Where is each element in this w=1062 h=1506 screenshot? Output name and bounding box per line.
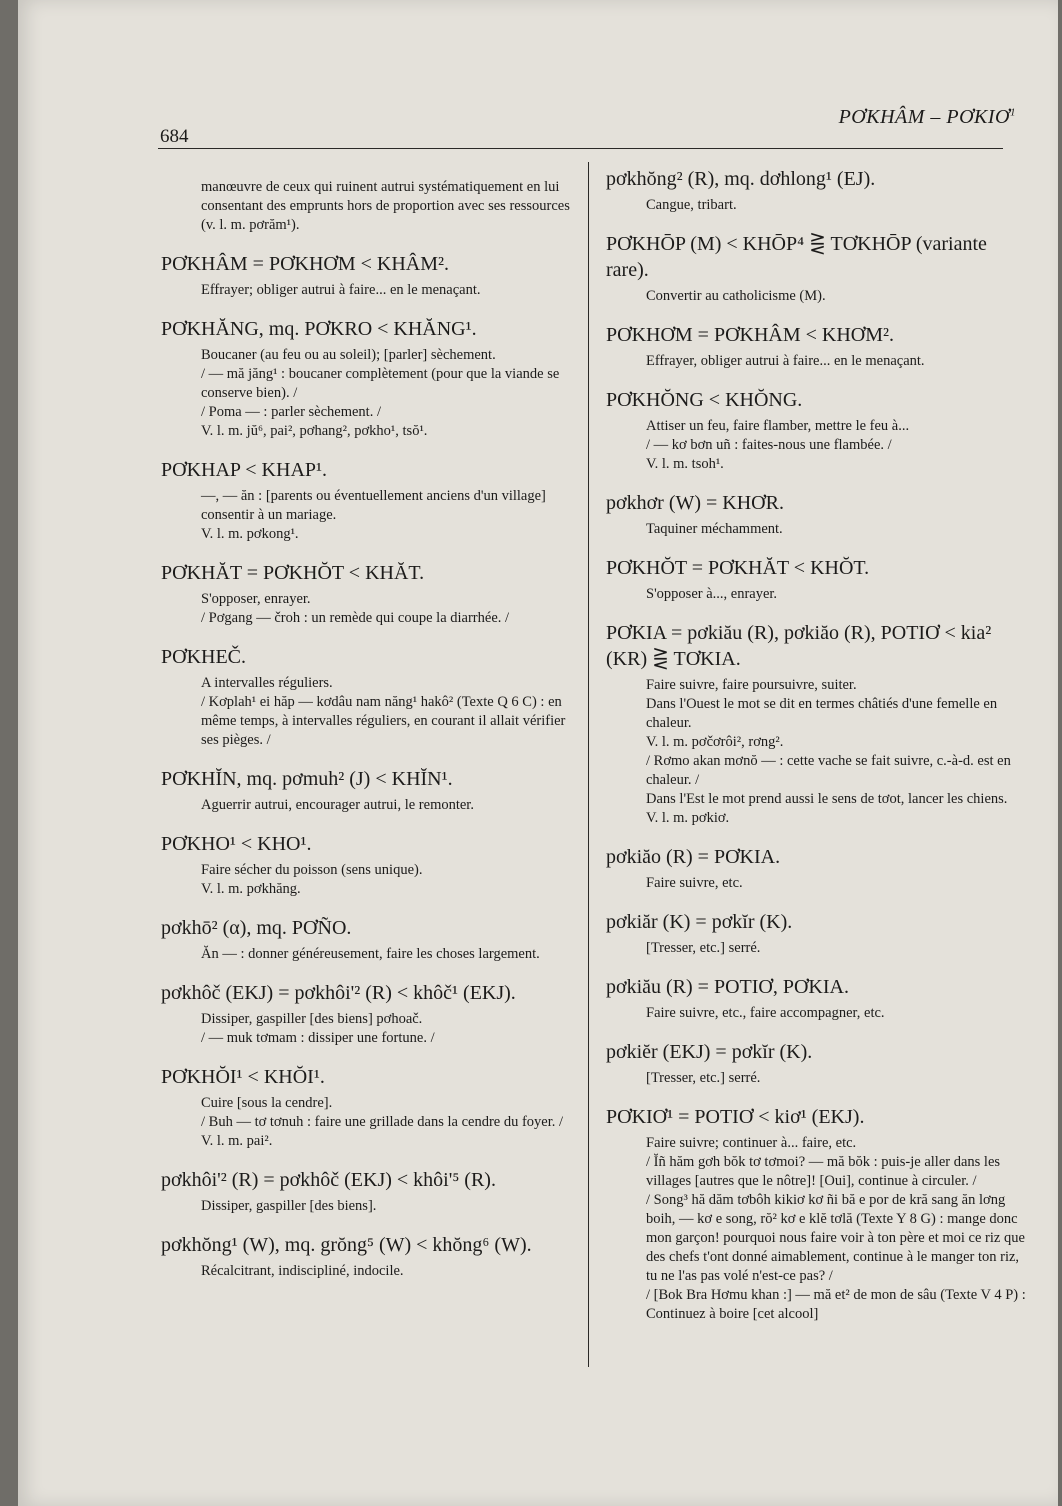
entry-headword: pơkhō² (α), mq. PƠÑO.	[161, 917, 352, 939]
entry-definition: Récalcitrant, indiscipliné, indocile.	[201, 1263, 404, 1279]
entry-headword: PƠKIA = pơkiău (R), pơkiăo (R), POTIƠ < kia² (KR) ⋛ TƠKIA.	[606, 622, 992, 670]
entry-definition: Attiser un feu, faire flamber, mettre le feu à... / — kơ bơn uñ : faites-nous une flambée. / V. l. m. tsoh¹.	[646, 418, 910, 472]
entry-headword: pơkiăo (R) = PƠKIA.	[606, 846, 781, 868]
entry-definition: Dissiper, gaspiller [des biens].	[201, 1198, 377, 1214]
entry-definition: S'opposer, enrayer. / Pơgang — čroh : un remède qui coupe la diarrhée. /	[201, 591, 510, 626]
dictionary-entry	[161, 980, 579, 1048]
dictionary-entry	[606, 555, 1026, 604]
right-column	[606, 166, 1026, 1340]
left-column	[161, 178, 579, 1297]
entry-definition: Aguerrir autrui, encourager autrui, le remonter.	[201, 797, 474, 813]
dictionary-entry	[161, 251, 579, 300]
dictionary-entry	[606, 387, 1026, 474]
entry-headword: pơkiăr (K) = pơkĭr (K).	[606, 911, 793, 933]
entry-headword: pơkhŏng¹ (W), mq. grŏng⁵ (W) < khŏng⁶ (W).	[161, 1234, 532, 1256]
dictionary-entry	[161, 457, 579, 544]
dictionary-entry	[161, 1064, 579, 1151]
entry-definition: Effrayer, obliger autrui à faire... en le menaçant.	[646, 353, 925, 369]
dictionary-entry	[161, 1167, 579, 1216]
dictionary-entry	[161, 831, 579, 899]
dictionary-entry	[161, 316, 579, 441]
entry-definition: Faire suivre, faire poursuivre, suiter. Dans l'Ouest le mot se dit en termes châtiés d'une femelle en chaleur. V. l. m. pơčơrôi², rơng². / Rơmo akan mơnŏ — : cette vache se fait suivre, c.-à-d. est en chaleur. / Dans l'Est le mot prend aussi le sens de tơot, lancer les chiens. V. l. m. pơkiơ.	[646, 677, 1011, 826]
dictionary-entry	[606, 322, 1026, 371]
entry-definition: Effrayer; obliger autrui à faire... en le menaçant.	[201, 282, 481, 298]
entry-definition: Cangue, tribart.	[646, 197, 737, 213]
entry-definition: Faire suivre, etc., faire accompagner, etc.	[646, 1005, 885, 1021]
dictionary-entry	[161, 1232, 579, 1281]
entry-headword: pơkiĕr (EKJ) = pơkĭr (K).	[606, 1041, 813, 1063]
entry-headword: PƠKHĂT = PƠKHŎT < KHĂT.	[161, 562, 425, 584]
dictionary-entry	[161, 766, 579, 815]
dictionary-entry	[161, 915, 579, 964]
entry-headword: PƠKHEČ.	[161, 646, 247, 668]
dictionary-entry	[606, 490, 1026, 539]
entry-definition: Faire suivre; continuer à... faire, etc. / Ĭñ hăm gơh bŏk tơ tơmoi? — mă bŏk : puis-je aller dans les villages [autres que le nôtre]! [Oui], continue à circuler. / / Song³ hă dăm tơbôh kikiơ kơ ñi bă e por de kră sang ăn lơng boih, — kơ e song, rŏ² kơ e klĕ tơlă (Texte Y 8 G) : mange donc mon garçon! pourquoi nous faire voir à ton père et moi ce riz que des chefs t'ont donné aimablement, continue à le manger ton riz, tu ne l'as pas volé n'est-ce pas? / / [Bok Bra Hơmu khan :] — mă et² de mon de sâu (Texte V 4 P) : Continuez à boire [cet alcool]	[646, 1135, 1026, 1322]
entry-definition: Cuire [sous la cendre]. / Buh — tơ tơnuh : faire une grillade dans la cendre du foyer. / V. l. m. pai².	[201, 1095, 564, 1149]
column-divider	[588, 162, 589, 1367]
dictionary-entry	[606, 231, 1026, 306]
entry-definition: [Tresser, etc.] serré.	[646, 1070, 761, 1086]
entry-definition: —, — ăn : [parents ou éventuellement anciens d'un village] consentir à un mariage. V. l. m. pơkong¹.	[201, 488, 546, 542]
entry-headword: PƠKIƠ¹ = POTIƠ < kiơ¹ (EKJ).	[606, 1106, 865, 1128]
dictionary-entry	[606, 909, 1026, 958]
dictionary-entry	[161, 644, 579, 750]
entry-definition: Taquiner méchamment.	[646, 521, 783, 537]
book-page	[18, 0, 1058, 1506]
entry-headword: PƠKHŎNG < KHŎNG.	[606, 389, 803, 411]
entry-headword: PƠKHĬN, mq. pơmuh² (J) < KHĬN¹.	[161, 768, 453, 790]
entry-headword: pơkhôi'² (R) = pơkhôč (EKJ) < khôi'⁵ (R).	[161, 1169, 496, 1191]
entry-headword: PƠKHAP < KHAP¹.	[161, 459, 328, 481]
entry-definition: Dissiper, gaspiller [des biens] pơhoač. / — muk tơmam : dissiper une fortune. /	[201, 1011, 435, 1046]
header-rule	[158, 148, 1003, 149]
entry-headword: PƠKHĂNG, mq. PƠKRO < KHĂNG¹.	[161, 318, 477, 340]
entry-definition: S'opposer à..., enrayer.	[646, 586, 778, 602]
entry-headword: PƠKHŎT = PƠKHĂT < KHŎT.	[606, 557, 870, 579]
entry-headword: PƠKHƠM = PƠKHÂM < KHƠM².	[606, 324, 895, 346]
entry-headword: pơkhơr (W) = KHƠR.	[606, 492, 784, 514]
dictionary-entry	[606, 1039, 1026, 1088]
entry-definition: Ăn — : donner généreusement, faire les choses largement.	[201, 946, 540, 962]
entry-definition: Convertir au catholicisme (M).	[646, 288, 826, 304]
dictionary-entry	[606, 974, 1026, 1023]
entry-definition: [Tresser, etc.] serré.	[646, 940, 761, 956]
entry-headword: pơkiău (R) = POTIƠ, PƠKIA.	[606, 976, 849, 998]
dictionary-entry	[606, 166, 1026, 215]
running-head-text: PƠKHÂM – PƠKIƠ	[838, 106, 1010, 128]
entry-headword: pơkhôč (EKJ) = pơkhôi'² (R) < khôč¹ (EKJ).	[161, 982, 516, 1004]
entry-definition: A intervalles réguliers. / Kơplah¹ ei hăp — kơdâu nam năng¹ hakô² (Texte Q 6 C) : en même temps, à intervalles réguliers, en courant il allait vérifier ses pièges. /	[201, 675, 566, 748]
intro-text: manœuvre de ceux qui ruinent autrui systématiquement en lui consentant des emprunts hors de proportion avec ses ressources (v. l. m. pơrăm¹).	[201, 179, 570, 233]
intro-continuation	[161, 178, 579, 235]
running-head-sup: 1	[1010, 106, 1016, 119]
running-head	[839, 106, 1016, 129]
entry-headword: PƠKHŎI¹ < KHŎI¹.	[161, 1066, 325, 1088]
dictionary-entry	[606, 1104, 1026, 1324]
entry-headword: PƠKHŌP (M) < KHŌP⁴ ⋛ TƠKHŌP (variante rare).	[606, 233, 987, 281]
entry-headword: PƠKHÂM = PƠKHƠM < KHÂM².	[161, 253, 450, 275]
page-number: 684	[160, 126, 189, 147]
dictionary-entry	[161, 560, 579, 628]
dictionary-entry	[606, 620, 1026, 828]
entry-definition: Faire suivre, etc.	[646, 875, 743, 891]
entry-definition: Boucaner (au feu ou au soleil); [parler] sèchement. / — mă jăng¹ : boucaner complètement (pour que la viande se conserve bien). / / Poma — : parler sèchement. / V. l. m. jŭ⁶, pai², pơhang², pơkho¹, tsŏ¹.	[201, 347, 560, 439]
entry-headword: pơkhŏng² (R), mq. dơhlong¹ (EJ).	[606, 168, 876, 190]
dictionary-entry	[606, 844, 1026, 893]
entry-definition: Faire sécher du poisson (sens unique). V. l. m. pơkhăng.	[201, 862, 423, 897]
entry-headword: PƠKHO¹ < KHO¹.	[161, 833, 312, 855]
